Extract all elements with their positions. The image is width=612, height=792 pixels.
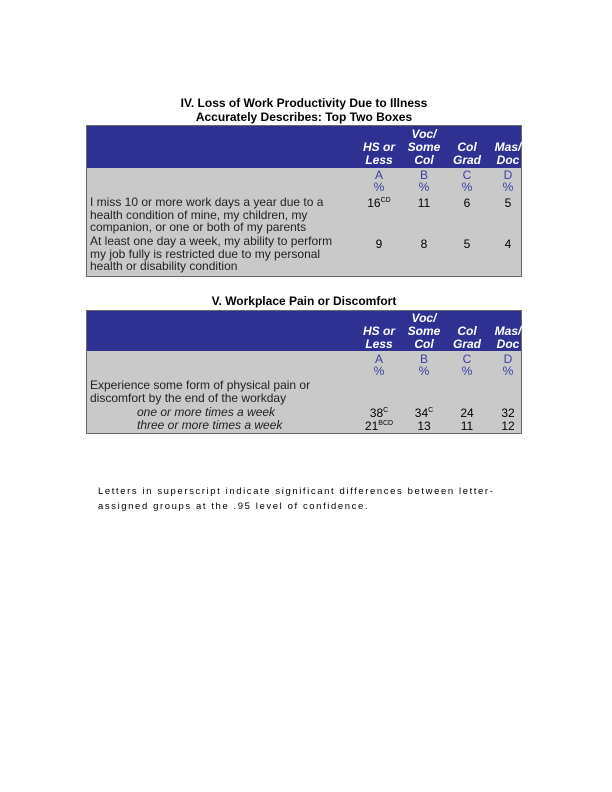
t2-row1-b: $34^C$ bbox=[414, 406, 434, 420]
t2-row1-d: 32 bbox=[501, 406, 515, 420]
t2-row1-label: one or more times a week bbox=[137, 405, 276, 419]
t2-col-c-letters: C % bbox=[461, 352, 473, 378]
t1-col-b-letters: B % bbox=[418, 168, 430, 194]
table1-title-line2: Accurately Describes: Top Two Boxes bbox=[195, 110, 413, 124]
t2-row2-b: 13 bbox=[417, 419, 431, 433]
t2-question-label: Experience some form of physical pain or discomfort by the end of the workday bbox=[90, 378, 311, 405]
t1-col-d-header: Mas/ Doc bbox=[494, 140, 522, 167]
table2-title: V. Workplace Pain or Discomfort bbox=[211, 294, 397, 308]
footnote-line2: assigned groups at the .95 level of confidence. bbox=[98, 501, 370, 512]
t1-col-c-letters: C % bbox=[461, 168, 473, 194]
t1-row2-b: 8 bbox=[420, 237, 428, 251]
footnote-line1: Letters in superscript indicate significant differences between letter- bbox=[98, 486, 495, 497]
t2-col-d-header: Mas/ Doc bbox=[494, 324, 522, 351]
t1-row1-b: 11 bbox=[417, 196, 431, 210]
t2-col-b-letters: B % bbox=[418, 352, 430, 378]
table1-body bbox=[87, 168, 521, 276]
t2-row2-c: 11 bbox=[460, 419, 474, 433]
t2-col-a-letters: A % bbox=[373, 352, 385, 378]
table2-body bbox=[87, 351, 521, 433]
t1-row2-c: 5 bbox=[463, 237, 471, 251]
t2-col-b-header: Voc/ Some Col bbox=[407, 311, 441, 351]
table1-title bbox=[86, 96, 522, 124]
t1-col-a-header: HS or Less bbox=[362, 140, 395, 167]
t1-row2-a: 9 bbox=[375, 237, 383, 251]
table2-header bbox=[87, 311, 521, 351]
t1-row1-d: 5 bbox=[504, 196, 512, 210]
t1-row1-label: I miss 10 or more work days a year due to a health condition of mine, my children, my companion, or one or both of my parents bbox=[90, 195, 324, 234]
t2-row2-label: three or more times a week bbox=[137, 418, 283, 432]
t1-col-b-header: Voc/ Some Col bbox=[407, 127, 441, 167]
t2-row2-a: $21^{BCD}$ bbox=[364, 419, 394, 433]
t1-col-c-header: Col Grad bbox=[452, 140, 481, 167]
t1-col-a-letters: A % bbox=[373, 168, 385, 194]
t2-row1-a: $38^C$ bbox=[369, 406, 389, 420]
table1 bbox=[86, 125, 522, 277]
footnote bbox=[98, 484, 518, 514]
t1-row2-d: 4 bbox=[504, 237, 512, 251]
t1-row1-c: 6 bbox=[463, 196, 471, 210]
t2-row1-c: 24 bbox=[460, 406, 474, 420]
t2-col-a-header: HS or Less bbox=[362, 324, 395, 351]
table1-header bbox=[87, 126, 521, 168]
t1-row1-a: $16^{CD}$ bbox=[367, 196, 391, 210]
table1-title-line1: IV. Loss of Work Productivity Due to Illness bbox=[180, 96, 428, 110]
t2-row2-d: 12 bbox=[501, 419, 515, 433]
t1-row2-label: At least one day a week, my ability to perform my job fully is restricted due to my personal health or disability condition bbox=[90, 234, 333, 273]
t2-col-d-letters: D % bbox=[502, 352, 514, 378]
t1-col-d-letters: D % bbox=[502, 168, 514, 194]
t2-col-c-header: Col Grad bbox=[452, 324, 481, 351]
table2 bbox=[86, 310, 522, 434]
